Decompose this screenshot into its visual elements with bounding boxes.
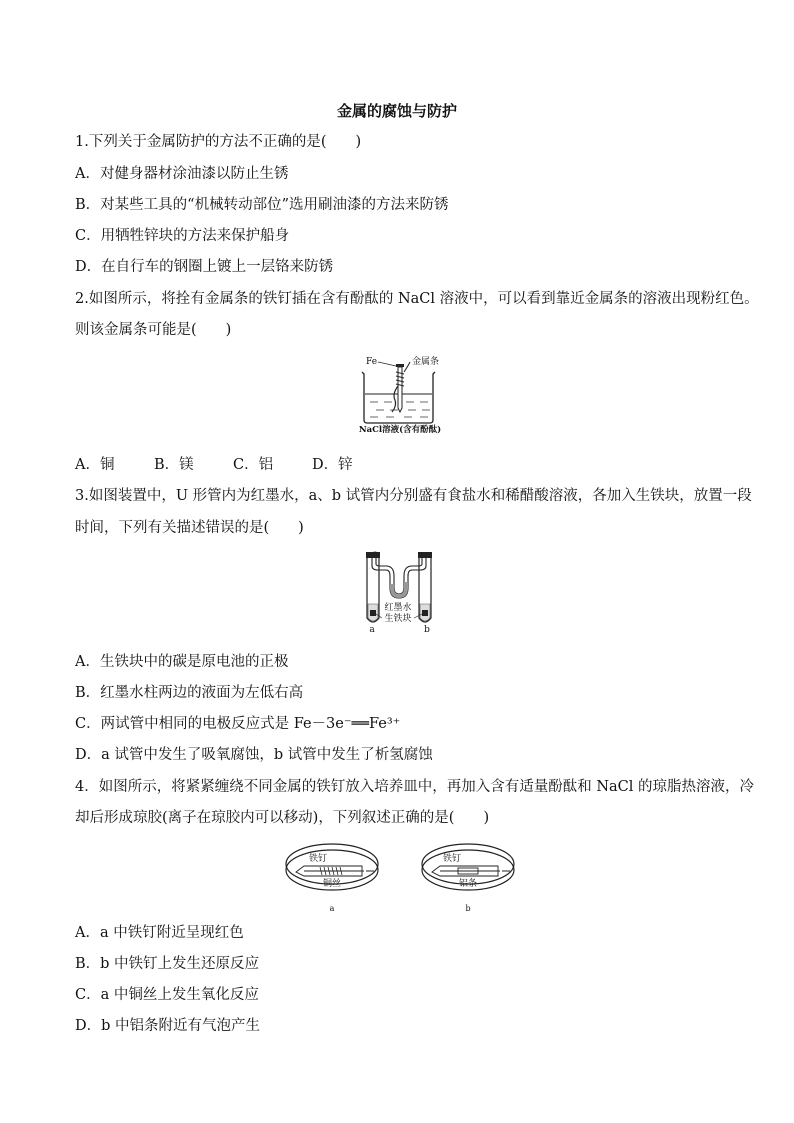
q2-option-c: C．铝 [233, 457, 274, 473]
q3-option-a: A．生铁块中的碳是原电池的正极 [75, 654, 289, 670]
q3-option-c: C．两试管中相同的电极反应式是 Fe－3e⁻══Fe³⁺ [75, 716, 401, 732]
q3-option-d: D．a 试管中发生了吸氧腐蚀，b 试管中发生了析氢腐蚀 [75, 747, 433, 763]
q4-option-b: B．b 中铁钉上发生还原反应 [75, 956, 260, 972]
q4-petri-dish-figure [282, 836, 522, 916]
q4-stem-line2: 却后形成琼胶(离子在琼胶内可以移动)，下列叙述正确的是( ) [75, 810, 490, 826]
q1-option-d: D．在自行车的钢圈上镀上一层铬来防锈 [75, 259, 334, 275]
q2-label-fe: Fe [366, 357, 378, 367]
q2-stem-line2: 则该金属条可能是( ) [75, 322, 232, 338]
dish-a [286, 844, 378, 913]
q4-a-wire-label: 铜丝 [322, 879, 342, 889]
q2-label-strip: 金属条 [412, 357, 440, 367]
q1-option-a: A．对健身器材涂油漆以防止生锈 [75, 166, 289, 182]
q3-label-a: a [369, 625, 375, 634]
q3-u-tube-figure [352, 548, 442, 634]
q3-stem-line1: 3.如图装置中，U 形管内为红墨水，a、b 试管内分别盛有食盐水和稀醋酸溶液，各加入生铁块，放置一段 [75, 488, 752, 504]
q2-option-b: B．镁 [154, 457, 194, 473]
q4-stem-line1: 4．如图所示，将紧紧缠绕不同金属的铁钉放入培养皿中，再加入含有适量酚酞和 NaCl 的琼脂热溶液，冷 [75, 779, 755, 795]
q2-stem-line1: 2.如图所示，将拴有金属条的铁钉插在含有酚酞的 NaCl 溶液中，可以看到靠近金属条的溶液出现粉红色。 [75, 291, 759, 307]
dish-b [422, 844, 514, 913]
q3-label-iron: 生铁块 [384, 614, 412, 624]
q4-option-d: D．b 中铝条附近有气泡产生 [75, 1018, 261, 1034]
q3-option-b: B．红墨水柱两边的液面为左低右高 [75, 685, 304, 701]
q4-b-strip-label: 铝条 [458, 879, 478, 889]
q1-option-c: C．用牺牲锌块的方法来保护船身 [75, 228, 290, 244]
q2-beaker-figure [340, 350, 460, 438]
q2-figure-caption: NaCl溶液(含有酚酞) [358, 425, 442, 435]
q3-label-ink: 红墨水 [384, 603, 412, 613]
q4-a-label: a [329, 904, 335, 913]
q4-b-nail-label: 铁钉 [442, 854, 462, 864]
q2-options-row [75, 455, 391, 475]
q3-stem-line2: 时间，下列有关描述错误的是( ) [75, 520, 304, 536]
q4-option-c: C．a 中铜丝上发生氧化反应 [75, 987, 259, 1003]
q2-option-a: A．铜 [75, 457, 115, 473]
page-title: 金属的腐蚀与防护 [336, 102, 457, 120]
q3-label-b: b [424, 625, 430, 634]
q2-option-d: D．锌 [312, 457, 353, 473]
q4-option-a: A．a 中铁钉附近呈现红色 [75, 925, 244, 941]
q4-a-nail-label: 铁钉 [308, 854, 328, 864]
q1-option-b: B．对某些工具的“机械转动部位”选用刷油漆的方法来防锈 [75, 197, 449, 213]
q4-b-label: b [465, 904, 471, 913]
q1-stem: 1.下列关于金属防护的方法不正确的是( ) [75, 134, 362, 150]
